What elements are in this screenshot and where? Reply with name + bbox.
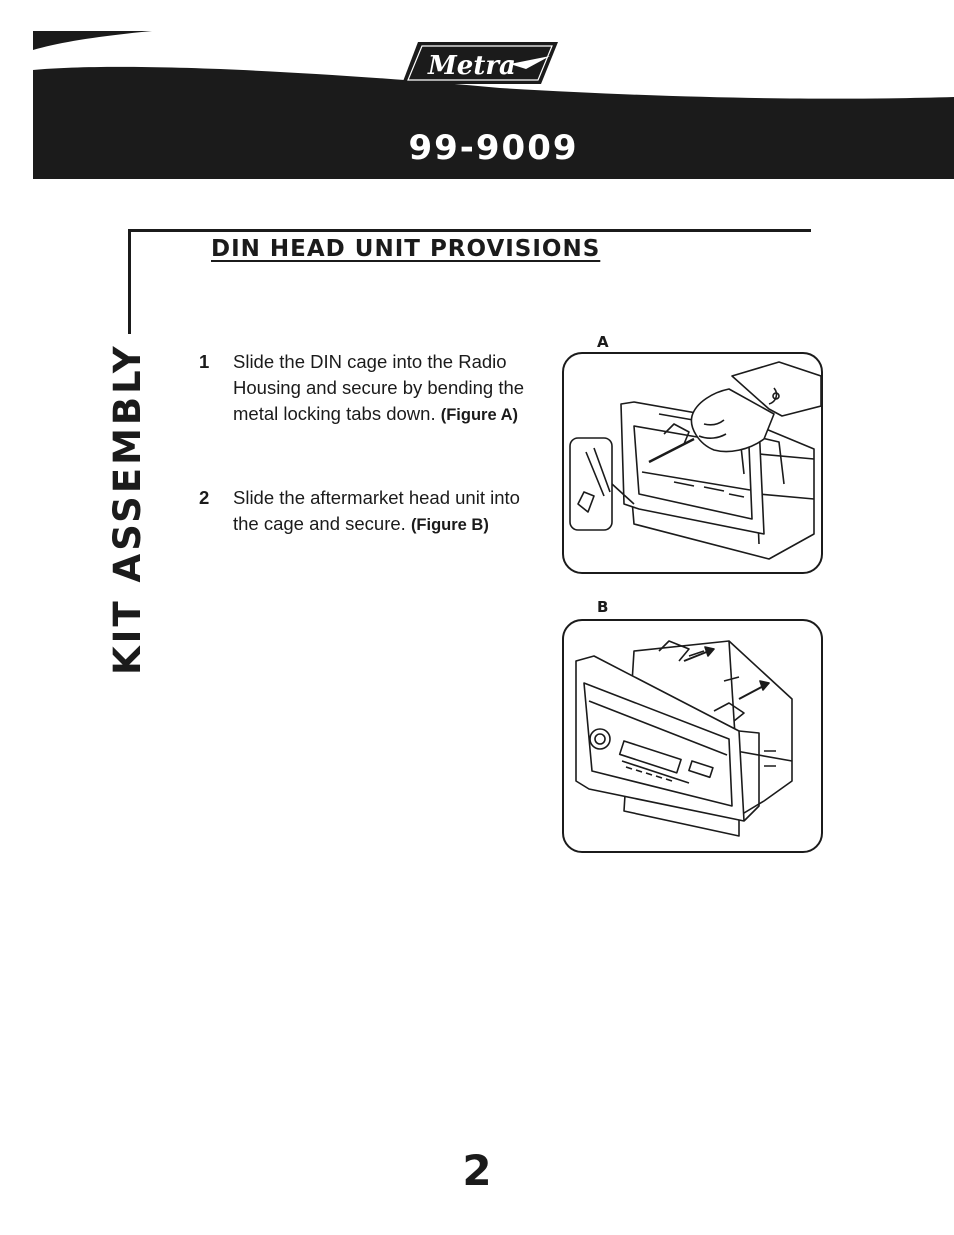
step-text: Slide the aftermarket head unit into the cage and secure. [233, 487, 520, 534]
part-number: 99-9009 [408, 128, 579, 168]
figure-a-din-cage-illustration [562, 352, 823, 574]
metra-logo [398, 38, 563, 93]
brand-wordmark: Metra [428, 51, 516, 81]
page-number: 2 [462, 1146, 492, 1195]
figure-b-label: B [597, 598, 609, 616]
step-text-block [233, 485, 543, 538]
part-number-banner [33, 117, 954, 179]
step-number: 2 [199, 487, 210, 508]
section-rule-top [128, 229, 811, 232]
figure-reference: (Figure B) [410, 516, 489, 534]
section-title: DIN HEAD UNIT PROVISIONS [211, 236, 601, 262]
step-number: 1 [199, 351, 210, 372]
section-rule-left [128, 229, 131, 334]
figure-reference: (Figure A) [440, 406, 519, 424]
step-text: Slide the DIN cage into the Radio Housing and secure by bending the metal locking tabs down. [233, 351, 525, 424]
side-label: KIT ASSEMBLY [106, 343, 149, 675]
figure-b-head-unit-illustration [562, 619, 823, 853]
figure-a-label: A [597, 333, 609, 351]
step-text-block [233, 349, 543, 428]
